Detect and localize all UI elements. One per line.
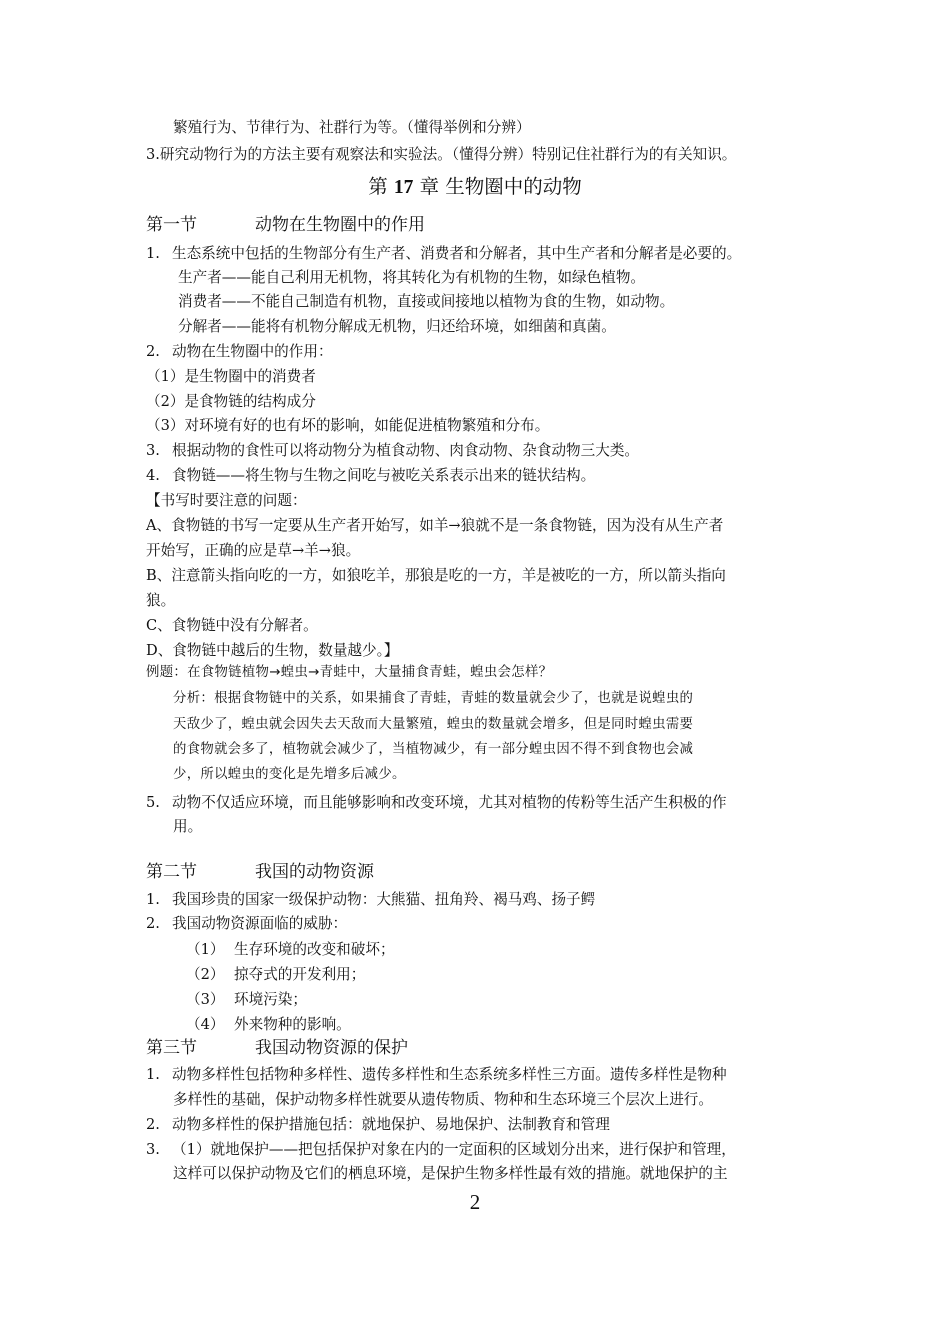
s2-item-2: 2. 我国动物资源面临的威胁：: [146, 915, 348, 932]
s1-note-c: C、食物链中没有分解者。: [146, 617, 318, 634]
s1-analysis-4: 少，所以蝗虫的变化是先增多后减少。: [173, 767, 406, 782]
s1-role-1: （1）是生物圈中的消费者: [146, 368, 316, 385]
top-line-2: 3.研究动物行为的方法主要有观察法和实验法。（懂得分辨）特别记住社群行为的有关知识。: [146, 146, 737, 163]
s3-item-3-cont: 这样可以保护动物及它们的栖息环境，是保护生物多样性最有效的措施。就地保护的主: [173, 1165, 728, 1182]
s2-threat-1: （1） 生存环境的改变和破坏；: [186, 941, 395, 958]
chapter-number: 17: [393, 177, 414, 198]
section-1-heading: [146, 213, 425, 237]
page-number: 2: [469, 1190, 481, 1214]
section-3-heading: [146, 1036, 408, 1060]
s1-note-b-2: 狼。: [146, 592, 176, 609]
s2-threat-3: （3） 环境污染；: [186, 991, 307, 1008]
s1-consumer: 消费者——不能自己制造有机物，直接或间接地以植物为食的生物，如动物。: [178, 293, 675, 310]
s1-role-3: （3）对环境有好的也有坏的影响，如能促进植物繁殖和分布。: [146, 417, 550, 434]
s1-note-heading: 【书写时要注意的问题：: [146, 492, 307, 509]
s1-item-5-cont: 用。: [173, 818, 203, 835]
s1-item-4: 4. 食物链——将生物与生物之间吃与被吃关系表示出来的链状结构。: [146, 467, 596, 484]
s2-threat-4: （4） 外来物种的影响。: [186, 1016, 351, 1033]
section-2-label: 第二节: [146, 862, 197, 882]
section-2-title: 我国的动物资源: [255, 862, 374, 882]
s3-item-2: 2. 动物多样性的保护措施包括：就地保护、易地保护、法制教育和管理: [146, 1116, 610, 1133]
s1-note-a-1: A、食物链的书写一定要从生产者开始写，如羊→狼就不是一条食物链，因为没有从生产者: [146, 517, 724, 534]
s3-item-1-cont: 多样性的基础，保护动物多样性就要从遗传物质、物种和生态环境三个层次上进行。: [173, 1091, 713, 1108]
s1-example: 例题：在食物链植物→蝗虫→青蛙中，大量捕食青蛙，蝗虫会怎样？: [146, 665, 553, 680]
s3-item-3: 3. （1）就地保护——把包括保护对象在内的一定面积的区域划分出来，进行保护和管理，: [146, 1141, 736, 1158]
section-2-heading: [146, 860, 374, 884]
chapter-title: [0, 173, 950, 202]
top-line-1: 繁殖行为、节律行为、社群行为等。（懂得举例和分辨）: [173, 119, 531, 136]
s1-note-d: D、食物链中越后的生物，数量越少。】: [146, 642, 399, 659]
section-1-label: 第一节: [146, 215, 197, 235]
section-3-label: 第三节: [146, 1038, 197, 1058]
s3-item-1: 1. 动物多样性包括物种多样性、遗传多样性和生态系统多样性三方面。遗传多样性是物种: [146, 1066, 727, 1083]
s1-note-b-1: B、注意箭头指向吃的一方，如狼吃羊，那狼是吃的一方，羊是被吃的一方，所以箭头指向: [146, 567, 726, 584]
s2-item-1: 1. 我国珍贵的国家一级保护动物：大熊猫、扭角羚、褐马鸡、扬子鳄: [146, 891, 596, 908]
s1-item-5: 5. 动物不仅适应环境，而且能够影响和改变环境，尤其对植物的传粉等生活产生积极的作: [146, 794, 727, 811]
s1-analysis-2: 天敌少了，蝗虫就会因失去天敌而大量繁殖，蝗虫的数量就会增多，但是同时蝗虫需要: [173, 717, 694, 732]
s1-producer: 生产者——能自己利用无机物，将其转化为有机物的生物，如绿色植物。: [178, 269, 646, 286]
s1-analysis-3: 的食物就会多了，植物就会减少了，当植物减少，有一部分蝗虫因不得不到食物也会减: [173, 742, 694, 757]
s1-note-a-2: 开始写，正确的应是草→羊→狼。: [146, 542, 361, 559]
chapter-suffix: 章 生物圈中的动物: [419, 175, 582, 198]
s2-threat-2: （2） 掠夺式的开发利用；: [186, 966, 366, 983]
s1-item-3: 3. 根据动物的食性可以将动物分为植食动物、肉食动物、杂食动物三大类。: [146, 442, 640, 459]
s1-item-1: 1. 生态系统中包括的生物部分有生产者、消费者和分解者，其中生产者和分解者是必要的。: [146, 245, 742, 262]
chapter-prefix: 第: [368, 175, 388, 198]
s1-item-2: 2. 动物在生物圈中的作用：: [146, 343, 333, 360]
s1-analysis-1: 分析：根据食物链中的关系，如果捕食了青蛙，青蛙的数量就会少了，也就是说蝗虫的: [173, 691, 694, 706]
s1-decomposer: 分解者——能将有机物分解成无机物，归还给环境，如细菌和真菌。: [178, 318, 616, 335]
section-3-title: 我国动物资源的保护: [255, 1038, 408, 1058]
s1-role-2: （2）是食物链的结构成分: [146, 393, 316, 410]
section-1-title: 动物在生物圈中的作用: [255, 215, 425, 235]
